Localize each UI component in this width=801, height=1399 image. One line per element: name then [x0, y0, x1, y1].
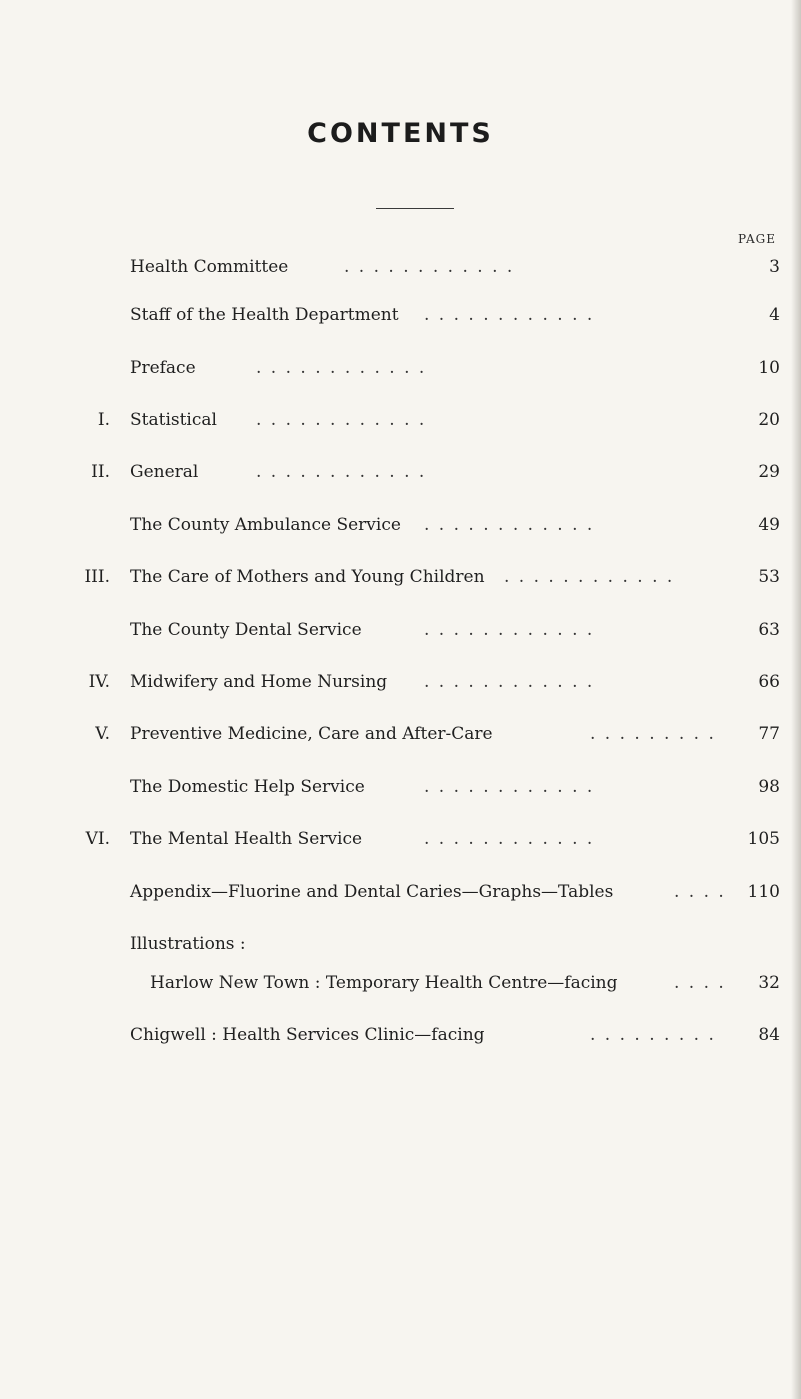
- chapter-number: I.: [97, 410, 110, 430]
- entry-label: Health Committee: [130, 257, 289, 277]
- page-number: 4: [769, 305, 780, 325]
- chapter-number: II.: [91, 462, 110, 482]
- dot-leader: . . . . . . . . . . . .: [424, 620, 595, 640]
- page-number: 10: [758, 358, 780, 378]
- entry-label: Appendix—Fluorine and Dental Caries—Graphs—Tables: [130, 882, 614, 902]
- entry-label: Chigwell : Health Services Clinic—facing: [130, 1025, 485, 1045]
- toc-entry: [0, 355, 801, 381]
- page-number: 49: [758, 515, 780, 535]
- toc-entry: [0, 407, 801, 433]
- dot-leader: . . . . . . . . . . . .: [424, 777, 595, 797]
- entry-label: Statistical: [130, 410, 217, 430]
- toc-entry: [0, 617, 801, 643]
- entry-label: Preventive Medicine, Care and After-Care: [130, 724, 493, 744]
- title-rule: [376, 208, 454, 209]
- toc-entry: [0, 774, 801, 800]
- page-number: 105: [747, 829, 780, 849]
- dot-leader: . . . . . . . . .: [590, 1025, 716, 1045]
- page-number: 110: [747, 882, 780, 902]
- page-edge-shadow: [791, 0, 801, 1399]
- toc-entry: [0, 1022, 801, 1048]
- page-number: 84: [758, 1025, 780, 1045]
- page-number: 32: [758, 973, 780, 993]
- dot-leader: . . . . . . . . . . . .: [256, 410, 427, 430]
- entry-label: The County Ambulance Service: [130, 515, 401, 535]
- entry-label: General: [130, 462, 199, 482]
- page-number: 63: [758, 620, 780, 640]
- page-column-header: PAGE: [738, 232, 776, 246]
- dot-leader: . . . . . . . . . . . .: [424, 829, 595, 849]
- toc-entry: [0, 970, 801, 996]
- page-number: 29: [758, 462, 780, 482]
- toc-entry: [0, 512, 801, 538]
- page-title: CONTENTS: [307, 118, 494, 149]
- entry-label: Harlow New Town : Temporary Health Centre—facing: [150, 973, 618, 993]
- chapter-number: III.: [84, 567, 110, 587]
- chapter-number: IV.: [88, 672, 110, 692]
- entry-label: The Mental Health Service: [130, 829, 363, 849]
- toc-entry: [0, 879, 801, 905]
- dot-leader: . . . . . . . . .: [590, 724, 716, 744]
- toc-entry: [0, 721, 801, 747]
- dot-leader: . . . . . . . . . . . .: [256, 358, 427, 378]
- dot-leader: . . . .: [674, 882, 726, 902]
- entry-label: Midwifery and Home Nursing: [130, 672, 388, 692]
- toc-entry: [0, 459, 801, 485]
- page-number: 98: [758, 777, 780, 797]
- dot-leader: . . . . . . . . . . . .: [344, 257, 515, 277]
- illustrations-heading: Illustrations :: [130, 934, 246, 954]
- dot-leader: . . . . . . . . . . . .: [424, 305, 595, 325]
- toc-entry: [0, 254, 801, 280]
- dot-leader: . . . . . . . . . . . .: [256, 462, 427, 482]
- page-number: 53: [758, 567, 780, 587]
- toc-entry: [0, 564, 801, 590]
- toc-section-heading: [0, 931, 801, 957]
- chapter-number: V.: [95, 724, 110, 744]
- chapter-number: VI.: [85, 829, 110, 849]
- entry-label: Preface: [130, 358, 196, 378]
- entry-label: The County Dental Service: [130, 620, 362, 640]
- page-number: 77: [758, 724, 780, 744]
- toc-entry: [0, 302, 801, 328]
- page-number: 66: [758, 672, 780, 692]
- page-number: 20: [758, 410, 780, 430]
- dot-leader: . . . . . . . . . . . .: [504, 567, 675, 587]
- entry-label: The Care of Mothers and Young Children: [130, 567, 485, 587]
- dot-leader: . . . .: [674, 973, 726, 993]
- page-number: 3: [769, 257, 780, 277]
- entry-label: Staff of the Health Department: [130, 305, 399, 325]
- toc-entry: [0, 826, 801, 852]
- dot-leader: . . . . . . . . . . . .: [424, 515, 595, 535]
- entry-label: The Domestic Help Service: [130, 777, 365, 797]
- dot-leader: . . . . . . . . . . . .: [424, 672, 595, 692]
- toc-entry: [0, 669, 801, 695]
